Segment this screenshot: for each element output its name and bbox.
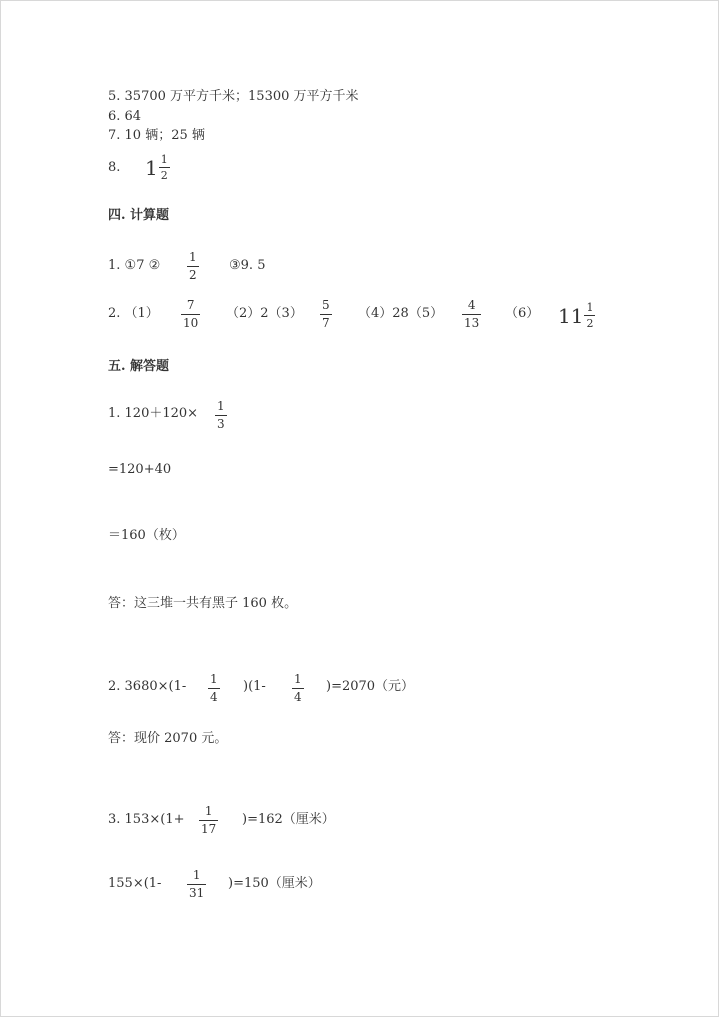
problem-3-part-b: )=162（厘米） [242, 812, 335, 827]
calc-2-fraction-3 [462, 299, 481, 330]
fraction-numerator: 5 [322, 298, 330, 312]
calc-2-part-4: （6） [505, 306, 540, 321]
fraction-bar [181, 314, 200, 315]
calc-1-prefix: 1. ①7 ② [108, 258, 161, 273]
fraction-numerator: 1 [586, 301, 594, 314]
fraction-bar [462, 314, 481, 315]
fraction-bar [187, 884, 206, 885]
fraction-denominator: 17 [201, 822, 217, 836]
answer-line-7: 7. 10 辆；25 辆 [108, 128, 205, 143]
problem-1-expression: 1. 120＋120× [108, 406, 199, 421]
problem-1-step-2: ＝160（枚） [108, 528, 185, 543]
fraction-bar [292, 688, 304, 689]
calc-2-mixed-number [558, 302, 595, 329]
calc-2-part-1: 2. （1） [108, 306, 159, 321]
fraction-denominator: 7 [322, 316, 330, 330]
fraction-numerator: 4 [467, 298, 476, 312]
fraction-bar [584, 315, 595, 316]
problem-3-fraction-2 [187, 869, 206, 900]
fraction-bar [199, 820, 218, 821]
fraction-bar [320, 314, 332, 315]
calc-1-fraction [187, 251, 199, 282]
answer-line-5: 5. 35700 万平方千米；15300 万平方千米 [108, 89, 359, 104]
fraction-bar [215, 415, 227, 416]
problem-1-answer: 答：这三堆一共有黑子 160 枚。 [108, 596, 298, 611]
problem-3-part-c: 155×(1- [108, 876, 162, 891]
fraction-bar [187, 266, 199, 267]
problem-2-answer: 答：现价 2070 元。 [108, 731, 228, 746]
fraction-denominator: 4 [294, 690, 302, 704]
fraction-numerator: 1 [204, 804, 213, 818]
calc-1-suffix: ③9. 5 [229, 258, 266, 273]
fraction-bar [159, 167, 170, 168]
problem-2-fraction-1 [208, 673, 220, 704]
fraction-denominator: 4 [210, 690, 218, 704]
fraction-denominator: 3 [217, 417, 225, 431]
fraction-numerator: 1 [189, 250, 197, 264]
section-title-word-problems: 五. 解答题 [108, 359, 170, 374]
calc-2-fraction-1 [181, 299, 200, 330]
fraction-bar [208, 688, 220, 689]
fraction-denominator: 31 [189, 886, 205, 900]
section-title-calculation: 四. 计算题 [108, 208, 170, 223]
calc-2-part-3: （4）28（5） [358, 306, 444, 321]
problem-2-part-a: 2. 3680×(1- [108, 679, 187, 694]
fraction-denominator: 2 [160, 169, 168, 182]
mixed-number-8 [145, 154, 170, 181]
fraction-denominator: 10 [183, 316, 199, 330]
fraction-denominator: 13 [464, 316, 480, 330]
fraction-numerator: 1 [160, 153, 168, 166]
fraction-numerator: 1 [217, 399, 225, 413]
problem-3-fraction-1 [199, 805, 218, 836]
fraction-numerator: 1 [210, 672, 218, 686]
problem-2-fraction-2 [292, 673, 304, 704]
fraction-denominator: 2 [586, 317, 594, 330]
problem-2-part-c: )=2070（元） [326, 679, 415, 694]
problem-3-part-a: 3. 153×(1+ [108, 812, 185, 827]
answer-line-8: 8. [108, 160, 121, 175]
mixed-fraction [584, 302, 595, 329]
fraction-denominator: 2 [189, 268, 197, 282]
calc-2-fraction-2 [320, 299, 332, 330]
fraction-numerator: 1 [192, 868, 201, 882]
mixed-fraction [159, 154, 170, 181]
fraction-numerator: 7 [186, 298, 195, 312]
fraction-numerator: 1 [294, 672, 302, 686]
problem-3-part-d: )=150（厘米） [228, 876, 321, 891]
problem-1-step-1: =120+40 [108, 462, 172, 477]
answer-line-6: 6. 64 [108, 109, 142, 124]
problem-1-fraction [215, 400, 227, 431]
mixed-whole: 1 [145, 155, 158, 180]
calc-2-part-2: （2）2（3） [226, 306, 303, 321]
mixed-whole: 11 [558, 303, 584, 328]
problem-2-part-b: )(1- [243, 679, 266, 694]
